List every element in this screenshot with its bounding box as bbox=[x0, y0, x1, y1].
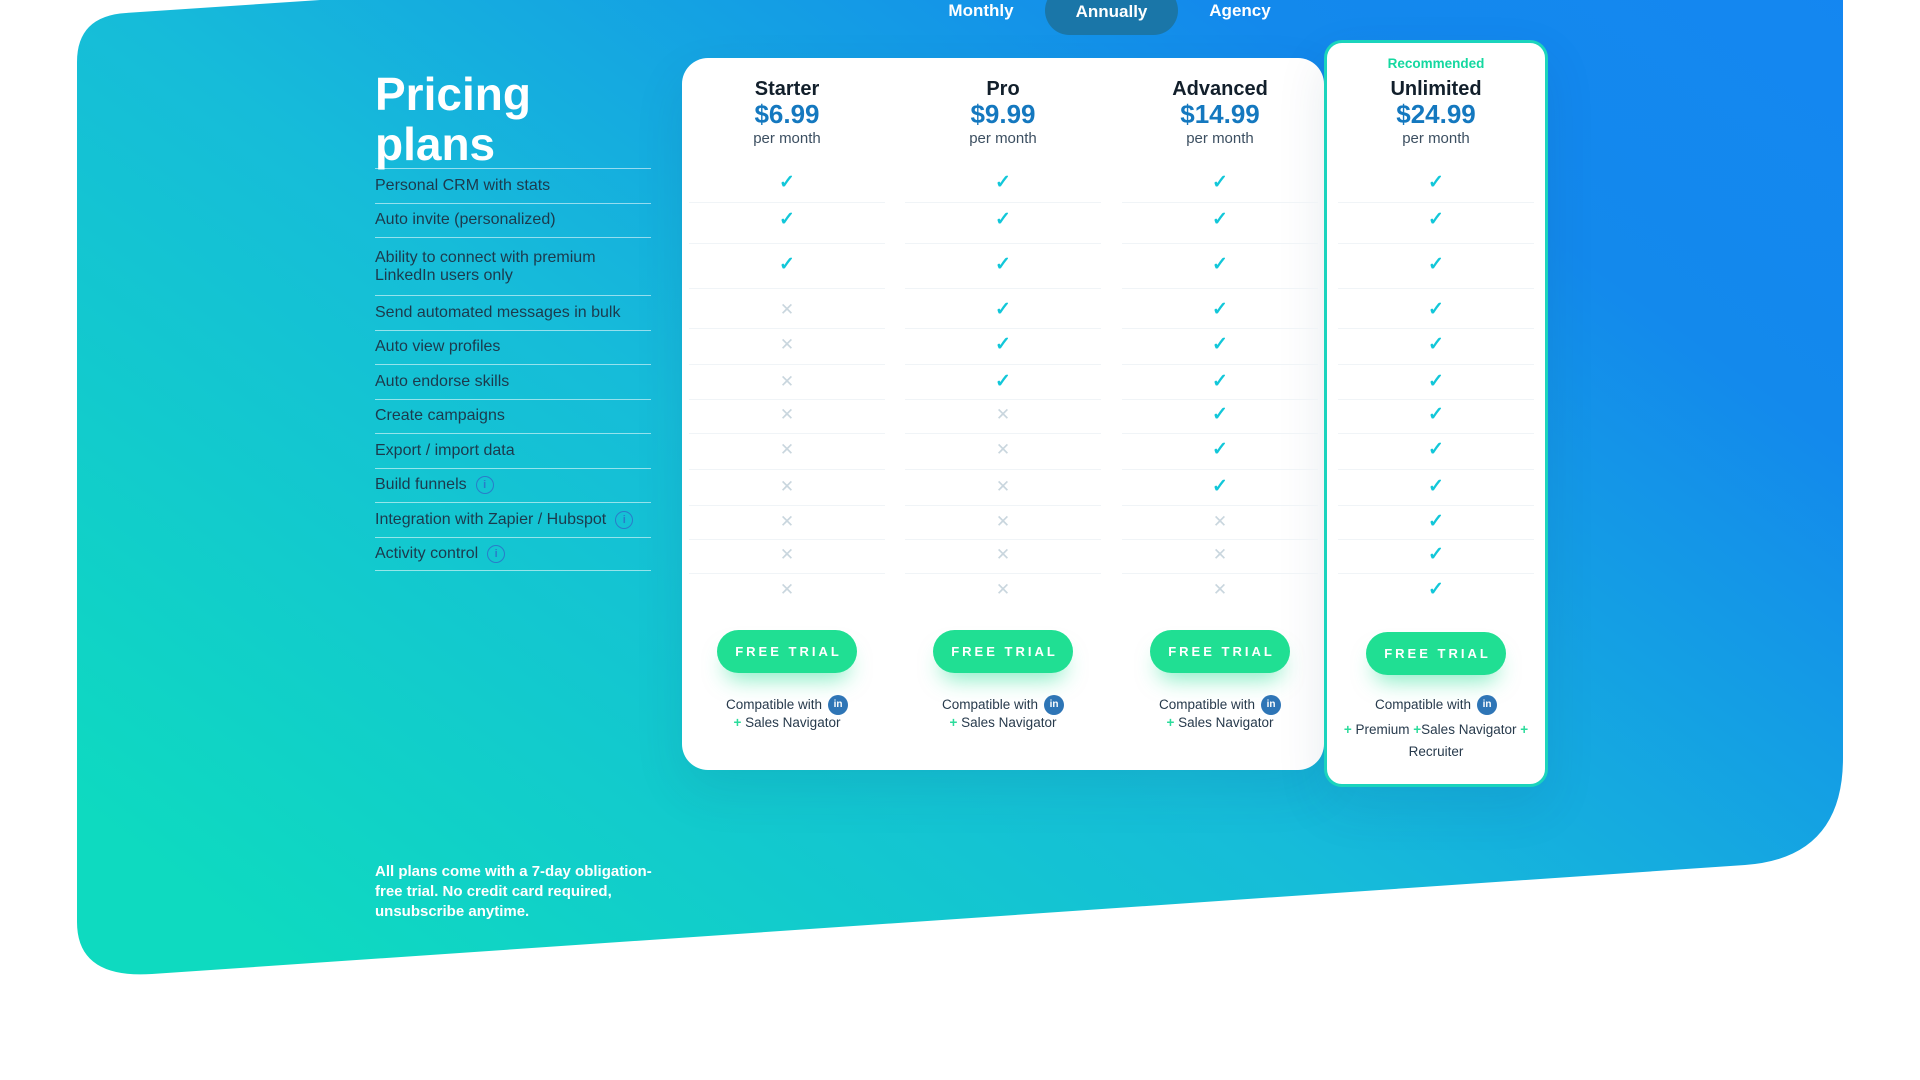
linkedin-icon: in bbox=[1044, 695, 1064, 715]
row-divider bbox=[905, 202, 1101, 203]
addon-label: Premium bbox=[1351, 722, 1414, 737]
row-divider bbox=[905, 364, 1101, 365]
row-divider bbox=[1122, 202, 1318, 203]
cross-icon: ✕ bbox=[1212, 545, 1228, 564]
check-icon: ✓ bbox=[1212, 299, 1228, 320]
check-icon: ✓ bbox=[995, 299, 1011, 320]
compatible-with-label: Compatible with bbox=[941, 697, 1039, 712]
feature-row bbox=[375, 237, 651, 295]
feature-row bbox=[375, 537, 651, 572]
cross-icon: ✕ bbox=[995, 477, 1011, 496]
plus-sign: + bbox=[949, 715, 958, 730]
check-icon: ✓ bbox=[995, 334, 1011, 355]
row-divider bbox=[1122, 539, 1318, 540]
check-icon: ✓ bbox=[1212, 254, 1228, 275]
plan-price: $14.99 bbox=[1180, 99, 1260, 129]
row-divider bbox=[1338, 573, 1534, 574]
linkedin-icon: in bbox=[828, 695, 848, 715]
compatibility-line bbox=[1319, 695, 1553, 715]
plan-name: Unlimited bbox=[1390, 78, 1482, 100]
row-divider bbox=[1338, 288, 1534, 289]
cross-icon: ✕ bbox=[779, 440, 795, 459]
check-icon: ✓ bbox=[1428, 511, 1444, 532]
tab-agency[interactable]: Agency bbox=[1209, 1, 1271, 20]
check-icon: ✓ bbox=[1212, 172, 1228, 193]
cross-icon: ✕ bbox=[1212, 512, 1228, 531]
feature-label: Send automated messages in bulk bbox=[375, 303, 621, 321]
check-icon: ✓ bbox=[1212, 404, 1228, 425]
row-divider bbox=[1338, 399, 1534, 400]
feature-row bbox=[375, 468, 651, 503]
feature-label: Personal CRM with stats bbox=[375, 176, 551, 194]
info-icon[interactable]: i bbox=[487, 545, 505, 563]
linkedin-icon: in bbox=[1477, 695, 1497, 715]
check-icon: ✓ bbox=[1428, 579, 1444, 600]
feature-row bbox=[375, 295, 651, 330]
feature-label: Create campaigns bbox=[375, 407, 505, 425]
row-divider bbox=[1122, 505, 1318, 506]
plan-price: $6.99 bbox=[754, 99, 820, 129]
feature-row bbox=[375, 502, 651, 537]
addons-line bbox=[1321, 719, 1551, 763]
check-icon: ✓ bbox=[1428, 254, 1444, 275]
addon-label: Recruiter bbox=[1408, 744, 1464, 759]
cross-icon: ✕ bbox=[995, 440, 1011, 459]
feature-label: Export / import data bbox=[375, 441, 515, 459]
addon-label: Sales Navigator bbox=[1421, 722, 1521, 737]
recommended-badge: Recommended bbox=[1387, 56, 1485, 71]
plus-sign: + bbox=[1166, 715, 1175, 730]
plan-column-pro bbox=[896, 58, 1110, 770]
feature-row bbox=[375, 168, 651, 203]
feature-row bbox=[375, 433, 651, 468]
row-divider bbox=[1122, 469, 1318, 470]
tab-monthly[interactable]: Monthly bbox=[948, 1, 1014, 20]
feature-label: Auto view profiles bbox=[375, 338, 501, 356]
free-trial-button[interactable]: FREE TRIAL bbox=[1150, 630, 1290, 673]
row-divider bbox=[689, 328, 885, 329]
row-divider bbox=[905, 399, 1101, 400]
row-divider bbox=[905, 539, 1101, 540]
row-divider bbox=[689, 539, 885, 540]
row-divider bbox=[1338, 469, 1534, 470]
row-divider bbox=[689, 288, 885, 289]
row-divider bbox=[1122, 328, 1318, 329]
plan-name: Advanced bbox=[1172, 78, 1268, 100]
check-icon: ✓ bbox=[995, 209, 1011, 230]
compatible-with-label: Compatible with bbox=[1158, 697, 1256, 712]
addons-line bbox=[888, 712, 1118, 734]
plan-name: Pro bbox=[986, 78, 1020, 100]
check-icon: ✓ bbox=[995, 371, 1011, 392]
feature-row bbox=[375, 330, 651, 365]
row-divider bbox=[689, 202, 885, 203]
feature-row bbox=[375, 203, 651, 238]
plus-sign: + bbox=[1413, 722, 1422, 737]
cross-icon: ✕ bbox=[1212, 580, 1228, 599]
tab-annually[interactable] bbox=[1045, 0, 1178, 35]
feature-label: Auto invite (personalized) bbox=[375, 211, 556, 229]
check-icon: ✓ bbox=[995, 172, 1011, 193]
addon-label: Sales Navigator bbox=[741, 715, 841, 730]
row-divider bbox=[1338, 328, 1534, 329]
free-trial-button[interactable]: FREE TRIAL bbox=[717, 630, 857, 673]
plan-price: $24.99 bbox=[1396, 99, 1476, 129]
check-icon: ✓ bbox=[1428, 172, 1444, 193]
cross-icon: ✕ bbox=[779, 335, 795, 354]
row-divider bbox=[1122, 288, 1318, 289]
row-divider bbox=[689, 433, 885, 434]
cross-icon: ✕ bbox=[779, 545, 795, 564]
addon-label: Sales Navigator bbox=[1174, 715, 1274, 730]
row-divider bbox=[1122, 243, 1318, 244]
cross-icon: ✕ bbox=[995, 405, 1011, 424]
plan-name: Starter bbox=[754, 78, 820, 100]
feature-label: Ability to connect with premium LinkedIn users only bbox=[375, 248, 596, 284]
row-divider bbox=[905, 433, 1101, 434]
row-divider bbox=[905, 243, 1101, 244]
compatible-with-label: Compatible with bbox=[1374, 697, 1472, 712]
check-icon: ✓ bbox=[1212, 439, 1228, 460]
row-divider bbox=[1338, 243, 1534, 244]
row-divider bbox=[689, 364, 885, 365]
plus-sign: + bbox=[1520, 722, 1529, 737]
check-icon: ✓ bbox=[1428, 209, 1444, 230]
addons-line bbox=[1105, 712, 1335, 734]
addons-line bbox=[672, 712, 902, 734]
row-divider bbox=[689, 469, 885, 470]
check-icon: ✓ bbox=[1212, 334, 1228, 355]
check-icon: ✓ bbox=[1428, 404, 1444, 425]
features-list bbox=[375, 168, 651, 571]
compatible-with-label: Compatible with bbox=[725, 697, 823, 712]
plan-column-unlimited bbox=[1329, 40, 1543, 787]
cross-icon: ✕ bbox=[779, 580, 795, 599]
row-divider bbox=[1338, 202, 1534, 203]
row-divider bbox=[689, 505, 885, 506]
row-divider bbox=[905, 505, 1101, 506]
row-divider bbox=[1122, 399, 1318, 400]
trial-note: All plans come with a 7-day obligation-free trial. No credit card required, unsubscribe anytime. bbox=[375, 863, 652, 920]
row-divider bbox=[1122, 573, 1318, 574]
cross-icon: ✕ bbox=[995, 580, 1011, 599]
check-icon: ✓ bbox=[779, 172, 795, 193]
check-icon: ✓ bbox=[1428, 334, 1444, 355]
row-divider bbox=[1338, 505, 1534, 506]
feature-label: Activity control bbox=[375, 544, 479, 562]
plus-sign: + bbox=[1343, 722, 1352, 737]
row-divider bbox=[1122, 433, 1318, 434]
check-icon: ✓ bbox=[1428, 371, 1444, 392]
cross-icon: ✕ bbox=[779, 300, 795, 319]
check-icon: ✓ bbox=[1428, 476, 1444, 497]
check-icon: ✓ bbox=[1212, 371, 1228, 392]
row-divider bbox=[689, 399, 885, 400]
row-divider bbox=[689, 243, 885, 244]
plan-period: per month bbox=[969, 130, 1037, 147]
plan-price: $9.99 bbox=[970, 99, 1036, 129]
cross-icon: ✕ bbox=[779, 477, 795, 496]
free-trial-button[interactable]: FREE TRIAL bbox=[933, 630, 1073, 673]
row-divider bbox=[1338, 539, 1534, 540]
plan-period: per month bbox=[753, 130, 821, 147]
tab-annually-label: Annually bbox=[1075, 2, 1148, 21]
check-icon: ✓ bbox=[1428, 439, 1444, 460]
row-divider bbox=[905, 328, 1101, 329]
addon-label: Sales Navigator bbox=[957, 715, 1057, 730]
row-divider bbox=[689, 573, 885, 574]
feature-row bbox=[375, 364, 651, 399]
plan-column-advanced bbox=[1113, 58, 1327, 770]
info-icon[interactable]: i bbox=[615, 511, 633, 529]
linkedin-icon: in bbox=[1261, 695, 1281, 715]
row-divider bbox=[1338, 364, 1534, 365]
row-divider bbox=[1122, 364, 1318, 365]
cross-icon: ✕ bbox=[995, 512, 1011, 531]
check-icon: ✓ bbox=[1428, 299, 1444, 320]
check-icon: ✓ bbox=[1212, 209, 1228, 230]
free-trial-button[interactable]: FREE TRIAL bbox=[1366, 632, 1506, 675]
check-icon: ✓ bbox=[779, 254, 795, 275]
feature-label: Build funnels bbox=[375, 476, 467, 494]
plan-period: per month bbox=[1186, 130, 1254, 147]
plus-sign: + bbox=[733, 715, 742, 730]
check-icon: ✓ bbox=[995, 254, 1011, 275]
check-icon: ✓ bbox=[1212, 476, 1228, 497]
page-title: Pricing plans bbox=[375, 67, 531, 170]
row-divider bbox=[905, 288, 1101, 289]
row-divider bbox=[905, 469, 1101, 470]
cross-icon: ✕ bbox=[779, 405, 795, 424]
feature-row bbox=[375, 399, 651, 434]
cross-icon: ✕ bbox=[779, 512, 795, 531]
row-divider bbox=[905, 573, 1101, 574]
check-icon: ✓ bbox=[779, 209, 795, 230]
plan-column-starter bbox=[680, 58, 894, 770]
cross-icon: ✕ bbox=[779, 372, 795, 391]
plan-period: per month bbox=[1402, 130, 1470, 147]
cross-icon: ✕ bbox=[995, 545, 1011, 564]
feature-label: Auto endorse skills bbox=[375, 372, 510, 390]
check-icon: ✓ bbox=[1428, 544, 1444, 565]
info-icon[interactable]: i bbox=[476, 476, 494, 494]
feature-label: Integration with Zapier / Hubspot bbox=[375, 510, 607, 528]
row-divider bbox=[1338, 433, 1534, 434]
